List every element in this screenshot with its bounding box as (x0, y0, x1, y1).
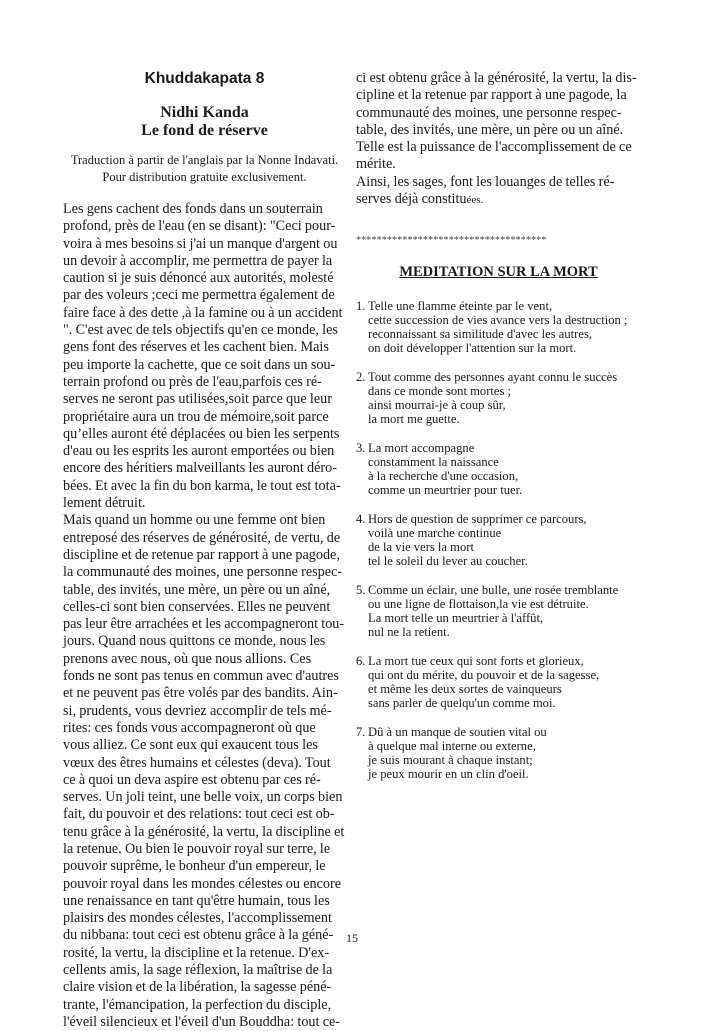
text-line: vous alliez. Ce sont eux qui exaucent tous les (63, 737, 318, 754)
meditation-heading: MEDITATION SUR LA MORT (399, 264, 598, 281)
stanza-line: tel le soleil du lever au coucher. (368, 554, 528, 569)
text-line: prenons avec nous, où que nous allions. Ces (63, 650, 312, 667)
stanza-line: La mort accompagne (368, 441, 475, 456)
text-line: gens font des réserves et les cachent bien. Mais (63, 339, 329, 356)
text-line: qu’elles auront été déplacées ou bien les serpents (63, 425, 340, 442)
stanza-line: comme un meurtrier pour tuer. (368, 483, 523, 498)
stanza-line: Dû à un manque de soutien vital ou (368, 725, 547, 740)
translation-credit (63, 152, 346, 186)
stanza-number: 1. (356, 299, 366, 314)
text-line: ci est obtenu grâce à la générosité, la vertu, la dis- (356, 70, 637, 86)
text-line: la retenue. Ou bien le pouvoir royal sur terre, le (63, 840, 331, 857)
stanza-2 (356, 370, 641, 426)
text-line: rosité, la vertu, la discipline et la retenue. D'ex- (63, 944, 330, 961)
text-line: caution si je suis dénoncé aux autorités, molesté (63, 270, 334, 287)
text-line: un devoir à accomplir, me permettra de payer la (63, 252, 333, 269)
stanza-first-line (356, 725, 641, 739)
stanza-number: 7. (356, 725, 366, 740)
series-heading: Khuddakapata 8 (144, 70, 265, 87)
text-line-last (356, 191, 641, 209)
text-line: peu importe la cachette, que ce soit dans un sou- (63, 356, 336, 373)
text-line: pouvoir royal dans les mondes célestes ou encore (63, 875, 342, 892)
stanza-1 (356, 299, 641, 355)
text-line: ". C'est avec de tels objectifs qu'en ce monde, les (63, 322, 338, 339)
text-line: pouvoir suprême, le bonheur d'un empereur, le (63, 858, 326, 875)
stanza-line: sans parler de quelqu'un comme moi. (368, 696, 556, 711)
stanza-line: de la vie vers la mort (368, 540, 474, 555)
text-line: entreposé des réserves de générosité, de vertu, de (63, 529, 341, 546)
text-line: mérite. (356, 156, 396, 173)
stanza-line: je peux mourir en un clin d'oeil. (368, 767, 529, 782)
title-line-1: Nidhi Kanda (160, 104, 249, 121)
text-line: ce à quoi un deva aspire est obtenu par ces ré- (63, 771, 321, 788)
stanza-line: voilà une marche continue (368, 526, 502, 541)
text-line: une renaissance en tant qu'être humain, tous les (63, 892, 330, 909)
text-line: et ne peuvent pas être volés par des bandits. Ain- (63, 685, 338, 702)
text-line: Les gens cachent des fonds dans un souterrain (63, 201, 323, 217)
text-line: tenu grâce à la générosité, la vertu, la discipline et (63, 823, 345, 840)
text-line: la communauté des moines, une personne respec- (63, 564, 343, 581)
text-fragment: serves déjà constitu (356, 191, 467, 208)
text-fragment-small: ées. (466, 194, 484, 207)
text-line: communauté des moines, une personne respec- (356, 104, 622, 121)
stanza-5 (356, 583, 641, 639)
stanza-number: 2. (356, 370, 366, 385)
text-line: fait, du pouvoir et des relations: tout ceci est ob- (63, 806, 335, 823)
text-line: cipline et la retenue par rapport à une pagode, la (356, 87, 627, 104)
text-line: bées. Et avec la fin du bon karma, le tout est tota- (63, 477, 341, 494)
stanza-3 (356, 441, 641, 497)
stanza-first-line (356, 370, 641, 384)
stanza-number: 3. (356, 441, 366, 456)
stanza-line: qui ont du mérite, du pouvoir et de la sagesse, (368, 668, 600, 683)
page-number: 15 (346, 931, 358, 945)
title-line-2: Le fond de réserve (141, 122, 268, 139)
right-column (356, 70, 641, 796)
text-line: voira à mes besoins si j'ai un manque d'argent ou (63, 235, 338, 252)
stanza-line: la mort me guette. (368, 412, 460, 427)
text-line: Mais quand un homme ou une femme ont bien (63, 512, 326, 529)
stanza-line: à la recherche d'une occasion, (368, 469, 519, 484)
stanza-4 (356, 512, 641, 568)
stanza-number: 5. (356, 583, 366, 598)
left-column (63, 70, 346, 1031)
stanza-first-line (356, 512, 641, 526)
stanza-first-line (356, 583, 641, 597)
text-line: si, prudents, vous devriez accomplir de tels mé- (63, 702, 332, 719)
text-line: celles-ci sont bien conservées. Elles ne peuvent (63, 598, 331, 615)
document-title (63, 104, 346, 140)
stanza-line: on doit développer l'attention sur la mort. (368, 341, 577, 356)
stanza-number: 6. (356, 654, 366, 669)
stanza-first-line (356, 299, 641, 313)
stanza-line: reconnaissant sa similitude d'avec les autres, (368, 327, 592, 342)
text-line: terrain profond ou près de l'eau,parfois ces ré- (63, 373, 322, 390)
text-line: plaisirs des mondes célestes, l'accomplissement (63, 910, 332, 927)
text-line: vœux des êtres humains et célestes (deva). Tout (63, 754, 331, 771)
text-line: du nibbana: tout ceci est obtenu grâce à la géné- (63, 927, 334, 944)
text-line: rites: ces fonds vous accompagneront où que (63, 719, 316, 736)
text-line: discipline et de retenue par rapport à une pagode, (63, 546, 340, 563)
text-line: lement détruit. (63, 495, 146, 512)
text-line: propriétaire aura un trou de mémoire,soit parce (63, 408, 329, 425)
text-line: cellents amis, la sage réflexion, la maîtrise de la (63, 962, 333, 979)
text-line: pas leur être arrachées et les accompagneront tou- (63, 616, 345, 633)
stanza-number: 4. (356, 512, 366, 527)
stanza-line: La mort telle un meurtrier à l'affût, (368, 611, 544, 626)
stanza-7 (356, 725, 641, 781)
left-body-text (63, 201, 346, 1031)
text-line: serves ne seront pas utilisées,soit parce que leur (63, 391, 332, 408)
stanza-first-line (356, 654, 641, 668)
stanza-line: nul ne la retient. (368, 625, 450, 640)
text-line: table, des invités, une mère, un père ou un aîné, (63, 581, 331, 598)
credit-line-2: Pour distribution gratuite exclusivement. (102, 170, 307, 184)
stanza-line: Tout comme des personnes ayant connu le succès (368, 370, 618, 385)
stanza-line: Comme un éclair, une bulle, une rosée tremblante (368, 583, 619, 598)
stanza-line: et même les deux sortes de vainqueurs (368, 682, 562, 697)
stanza-line: à quelque mal interne ou externe, (368, 739, 536, 754)
stanza-line: je suis mourant à chaque instant; (368, 753, 533, 768)
text-line: jours. Quand nous quittons ce monde, nous les (63, 633, 326, 650)
stanza-line: cette succession de vies avance vers la destruction ; (368, 313, 628, 328)
credit-line-1: Traduction à partir de l'anglais par la Nonne Indavati. (70, 153, 339, 167)
section-separator: ************************************* (356, 235, 547, 247)
text-line: table, des invités, une mère, un père ou un aîné. (356, 121, 624, 138)
stanza-line: La mort tue ceux qui sont forts et glorieux, (368, 654, 584, 669)
text-line: claire vision et de la libération, la sagesse péné- (63, 979, 332, 996)
stanza-first-line (356, 441, 641, 455)
text-line: faire face à des dette ,à la famine ou à un accident (63, 304, 343, 321)
text-line: fonds ne sont pas tenus en commun avec d'autres (63, 668, 339, 685)
text-line: d'eau ou les esprits les auront emportées ou bien (63, 443, 335, 460)
stanza-6 (356, 654, 641, 710)
text-line: trante, l'émancipation, la perfection du disciple, (63, 996, 332, 1013)
text-line: par des voleurs ;ceci me permettra également de (63, 287, 335, 304)
text-line: serves. Un joli teint, une belle voix, un corps bien (63, 789, 343, 806)
text-line: encore des héritiers malveillants les auront déro- (63, 460, 337, 477)
stanza-line: dans ce monde sont mortes ; (368, 384, 512, 399)
text-line: profond, près de l'eau (en se disant): "Ceci pour- (63, 218, 336, 235)
stanza-line: ou une ligne de flottaison,la vie est détruite. (368, 597, 589, 612)
meditation-stanzas (356, 299, 641, 781)
text-line: Telle est la puissance de l'accomplissement de ce (356, 139, 632, 156)
stanza-line: ainsi mourrai-je à coup sûr, (368, 398, 506, 413)
right-body-text (356, 70, 641, 209)
stanza-line: Telle une flamme éteinte par le vent, (368, 299, 553, 314)
text-line: l'éveil silencieux et l'éveil d'un Bouddha: tout ce- (63, 1013, 341, 1030)
stanza-line: constamment la naissance (368, 455, 499, 470)
stanza-line: Hors de question de supprimer ce parcours, (368, 512, 587, 527)
text-line: Ainsi, les sages, font les louanges de telles ré- (356, 173, 615, 190)
